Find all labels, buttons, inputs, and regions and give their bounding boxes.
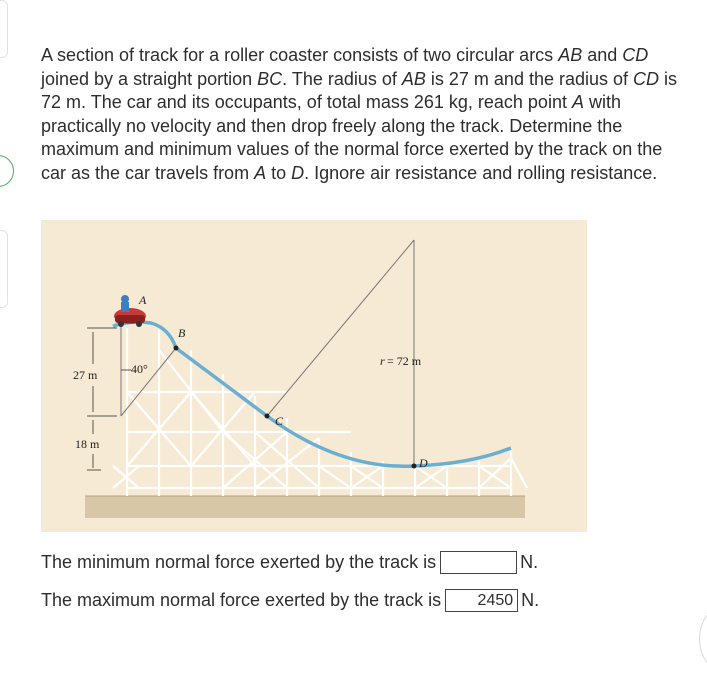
point-c	[265, 414, 270, 419]
ground	[85, 496, 525, 518]
roller-coaster-figure	[41, 220, 587, 532]
construction-lines	[121, 240, 414, 464]
label-radius-value: = 72 m	[387, 354, 422, 368]
label-a: A	[139, 293, 147, 307]
help-widget-edge[interactable]	[699, 608, 707, 670]
min-force-unit: N.	[520, 552, 539, 572]
left-edge-panel	[0, 0, 8, 58]
max-force-row	[41, 589, 539, 612]
label-angle: 40°	[131, 362, 148, 376]
label-radius-symbol: r	[380, 354, 385, 368]
label-c: C	[275, 414, 284, 428]
min-force-label: The minimum normal force exerted by the track is	[41, 552, 437, 572]
point-d	[412, 464, 417, 469]
progress-ring-icon	[0, 155, 14, 187]
max-force-unit: N.	[521, 590, 540, 610]
min-force-input[interactable]	[440, 551, 517, 574]
label-d: D	[419, 456, 428, 470]
label-dim-18: 18 m	[75, 437, 100, 451]
left-edge-panel	[0, 230, 8, 308]
label-dim-27: 27 m	[73, 368, 98, 382]
max-force-input[interactable]: 2450	[445, 589, 518, 612]
min-force-row	[41, 551, 538, 574]
point-b	[174, 346, 179, 351]
problem-statement: A section of track for a roller coaster consists of two circular arcs AB and CD joined by a straight portion BC. The radius of AB is 27 m and the radius of CD is 72 m. The car and its occupants, of total mass 261 kg, reach point A with practically no velocity and then drop freely along the track. Determine the maximum and minimum values of the normal force exerted by the track on the car as the car travels from A to D. Ignore air resistance and rolling resistance.	[41, 45, 678, 183]
label-b: B	[178, 326, 186, 340]
max-force-label: The maximum normal force exerted by the track is	[41, 590, 442, 610]
roller-coaster-diagram	[41, 220, 587, 532]
